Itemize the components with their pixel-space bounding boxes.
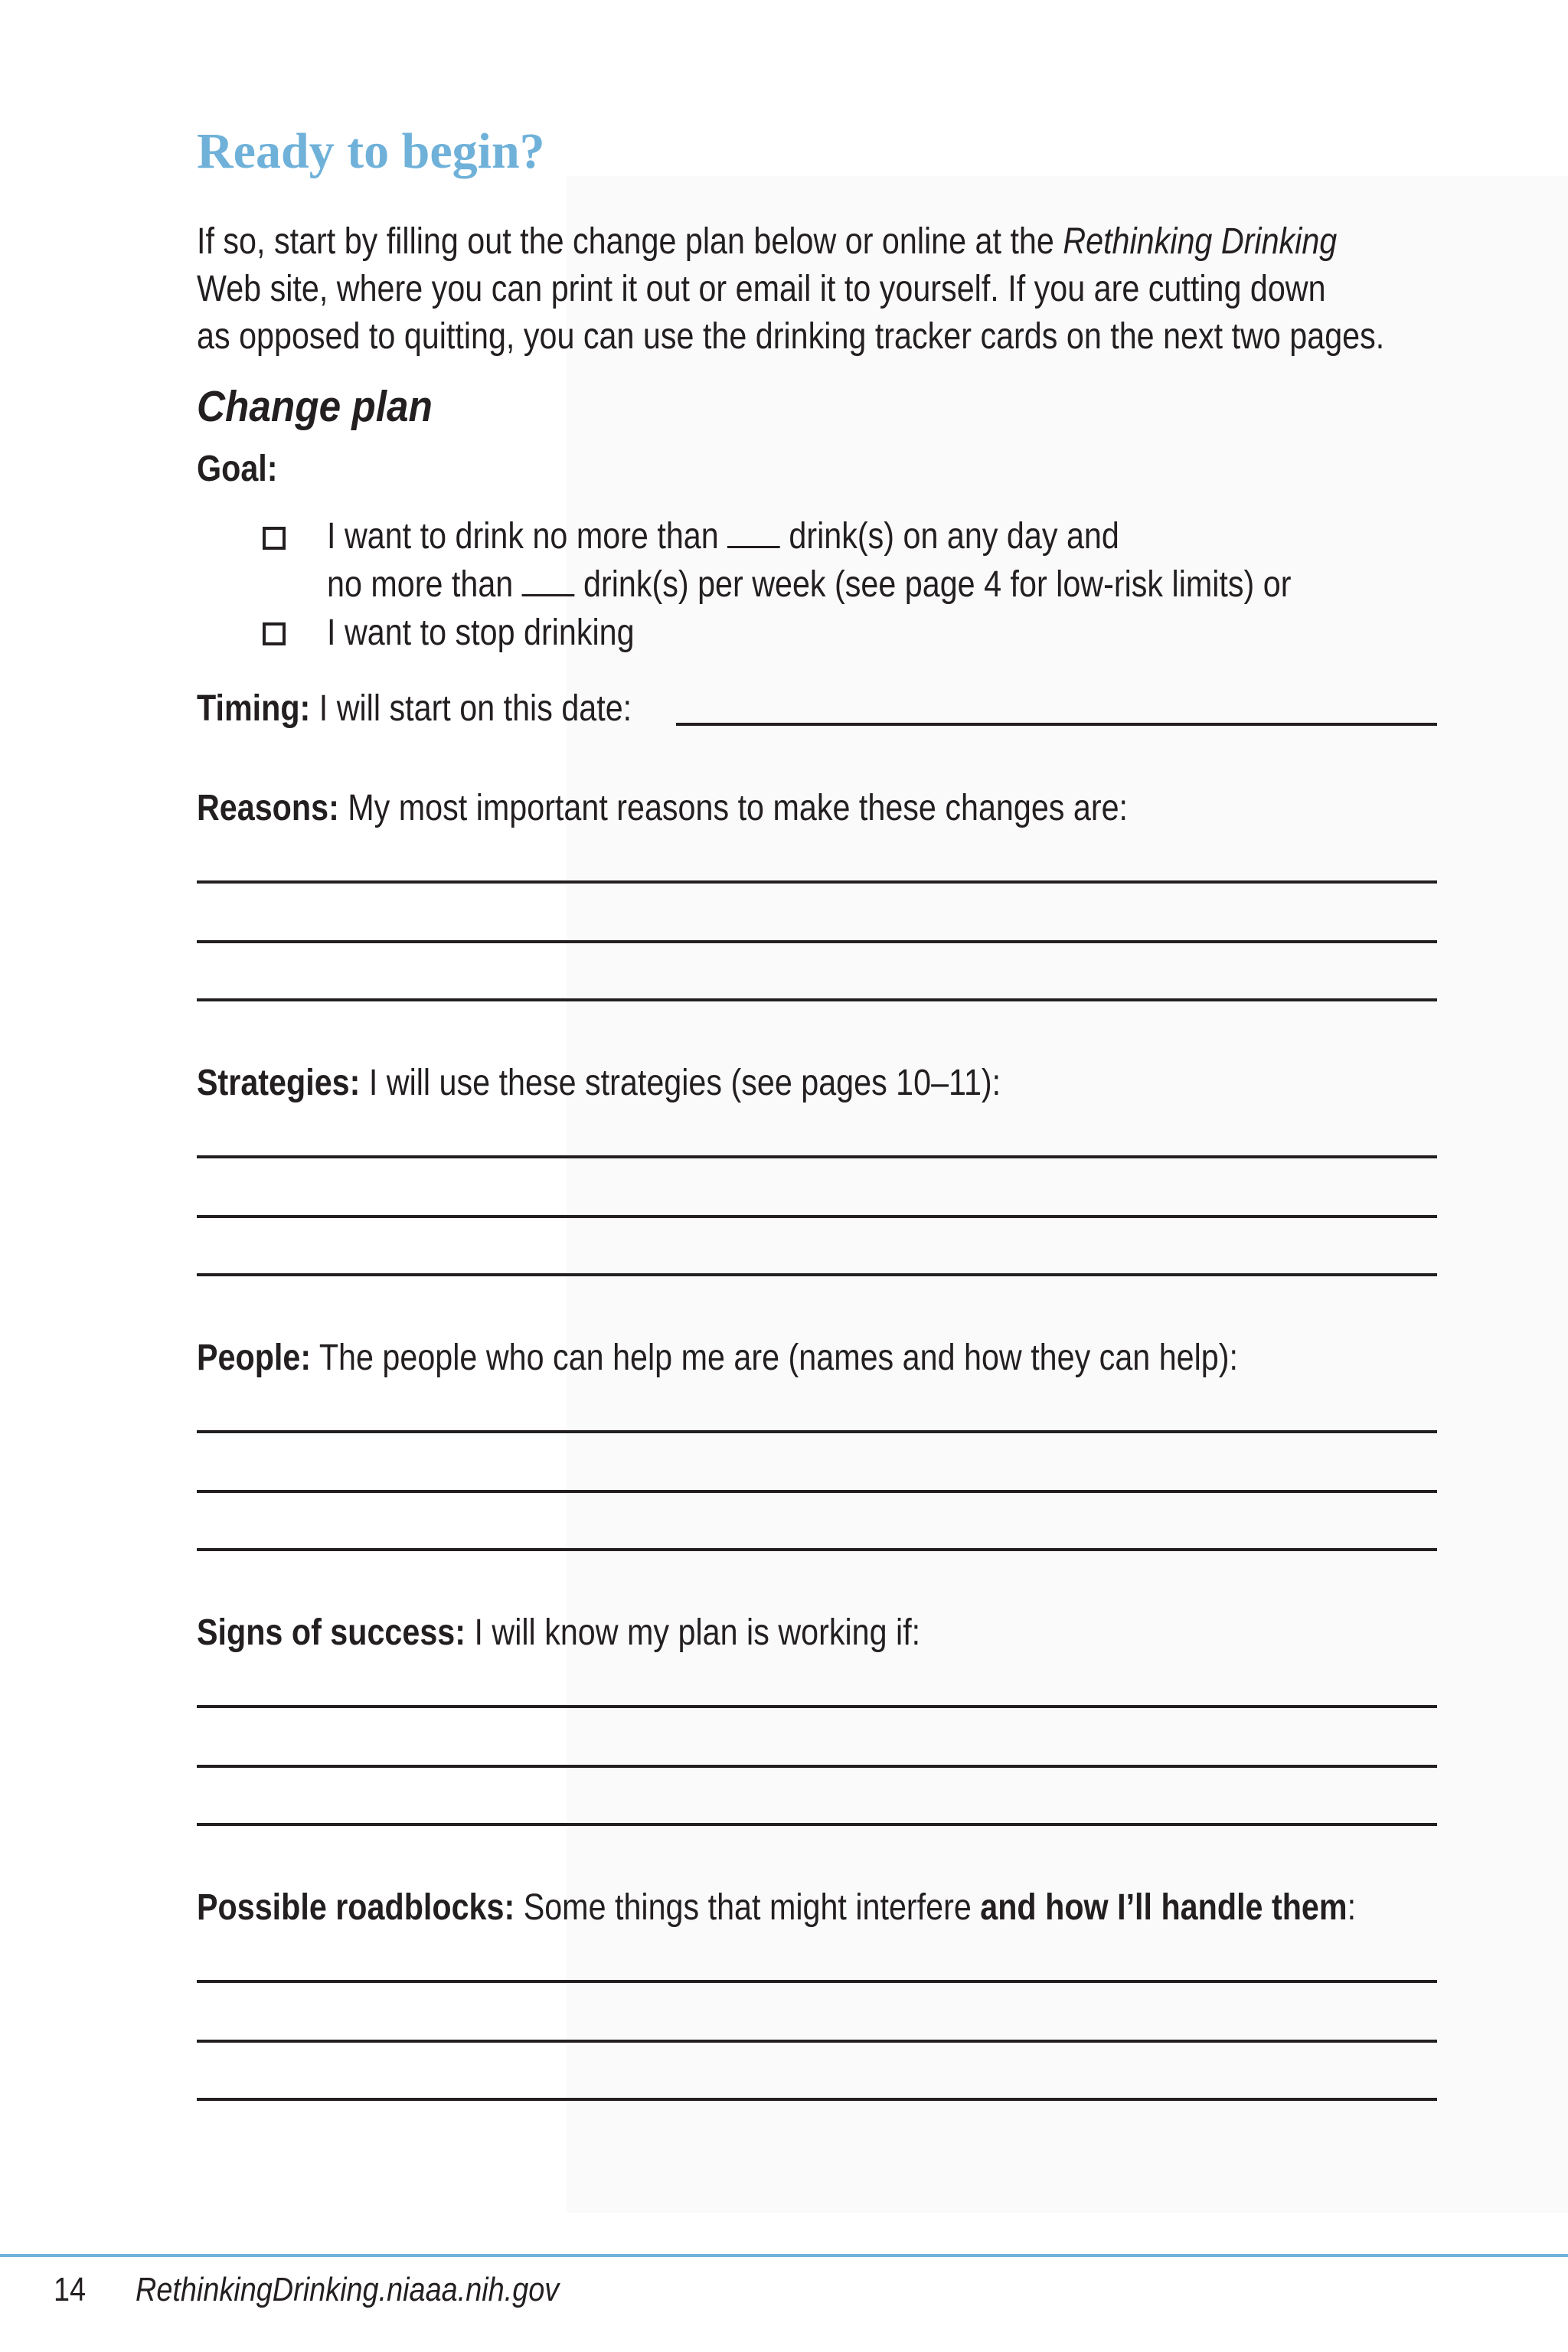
footer-divider bbox=[0, 2254, 1568, 2257]
site-name: Rethinking Drinking bbox=[1063, 221, 1338, 262]
reasons-line-1[interactable] bbox=[197, 880, 1437, 884]
strategies-text: I will use these strategies (see pages 10–11): bbox=[360, 1063, 1001, 1103]
signs-line-3[interactable] bbox=[197, 1823, 1437, 1826]
intro-line-2: Web site, where you can print it out or email it to yourself. If you are cutting down bbox=[197, 269, 1326, 309]
goal-stop-text: I want to stop drinking bbox=[327, 612, 635, 653]
intro-line-1-text: If so, start by filling out the change plan below or online at the bbox=[197, 221, 1063, 262]
signs-line-2[interactable] bbox=[197, 1765, 1437, 1768]
roadblocks-line-1[interactable] bbox=[197, 1980, 1437, 1983]
intro-line-1 bbox=[197, 218, 1384, 266]
people-label-bold: People: bbox=[197, 1338, 312, 1378]
timing-date-field[interactable] bbox=[676, 723, 1437, 726]
intro-line-3: as opposed to quitting, you can use the drinking tracker cards on the next two pages. bbox=[197, 316, 1385, 357]
signs-text: I will know my plan is working if: bbox=[466, 1612, 921, 1653]
people-label bbox=[197, 1337, 1238, 1379]
goal-limit-text-2a: no more than bbox=[327, 564, 522, 605]
roadblocks-text: Some things that might interfere bbox=[514, 1887, 981, 1928]
roadblocks-label-bold: Possible roadblocks: bbox=[197, 1887, 515, 1928]
strategies-line-3[interactable] bbox=[197, 1273, 1437, 1276]
timing-label-bold: Timing: bbox=[197, 688, 311, 729]
signs-label-bold: Signs of success: bbox=[197, 1612, 466, 1653]
people-text: The people who can help me are (names and how they can help): bbox=[311, 1338, 1238, 1378]
goal-limit-text-2b: drink(s) per week (see page 4 for low-risk limits) or bbox=[574, 564, 1292, 605]
goal-limit-line-2 bbox=[327, 561, 1291, 609]
intro-paragraph bbox=[197, 218, 1384, 361]
reasons-line-3[interactable] bbox=[197, 998, 1437, 1001]
goal-stop-checkbox[interactable] bbox=[263, 622, 286, 645]
reasons-label-bold: Reasons: bbox=[197, 788, 339, 828]
signs-of-success-label bbox=[197, 1612, 920, 1654]
strategies-line-2[interactable] bbox=[197, 1215, 1437, 1218]
strategies-line-1[interactable] bbox=[197, 1155, 1437, 1158]
reasons-label bbox=[197, 787, 1128, 829]
strategies-label-bold: Strategies: bbox=[197, 1063, 361, 1103]
roadblocks-line-3[interactable] bbox=[197, 2098, 1437, 2101]
drinks-per-week-blank[interactable] bbox=[522, 565, 575, 596]
page-heading: Ready to begin? bbox=[197, 123, 545, 179]
reasons-text: My most important reasons to make these changes are: bbox=[338, 788, 1129, 828]
reasons-line-2[interactable] bbox=[197, 940, 1437, 943]
goal-limit-line-1 bbox=[327, 513, 1119, 560]
page-number: 14 bbox=[54, 2271, 87, 2308]
strategies-label bbox=[197, 1062, 1001, 1104]
goal-label: Goal: bbox=[197, 449, 278, 489]
goal-limit-text-1b: drink(s) on any day and bbox=[779, 516, 1119, 557]
people-line-2[interactable] bbox=[197, 1490, 1437, 1493]
goal-limit-checkbox[interactable] bbox=[263, 527, 286, 550]
roadblocks-bold-tail: and how I’ll handle them bbox=[980, 1887, 1348, 1928]
people-line-1[interactable] bbox=[197, 1430, 1437, 1433]
change-plan-title: Change plan bbox=[197, 382, 433, 431]
roadblocks-label bbox=[197, 1886, 1356, 1929]
roadblocks-line-2[interactable] bbox=[197, 2040, 1437, 2043]
goal-limit-text-1a: I want to drink no more than bbox=[327, 516, 728, 557]
timing-label bbox=[197, 688, 632, 730]
drinks-per-day-blank[interactable] bbox=[727, 517, 780, 548]
footer-url[interactable]: RethinkingDrinking.niaaa.nih.gov bbox=[136, 2271, 560, 2308]
timing-text: I will start on this date: bbox=[310, 688, 632, 729]
signs-line-1[interactable] bbox=[197, 1705, 1437, 1708]
people-line-3[interactable] bbox=[197, 1548, 1437, 1551]
roadblocks-colon: : bbox=[1347, 1887, 1357, 1928]
